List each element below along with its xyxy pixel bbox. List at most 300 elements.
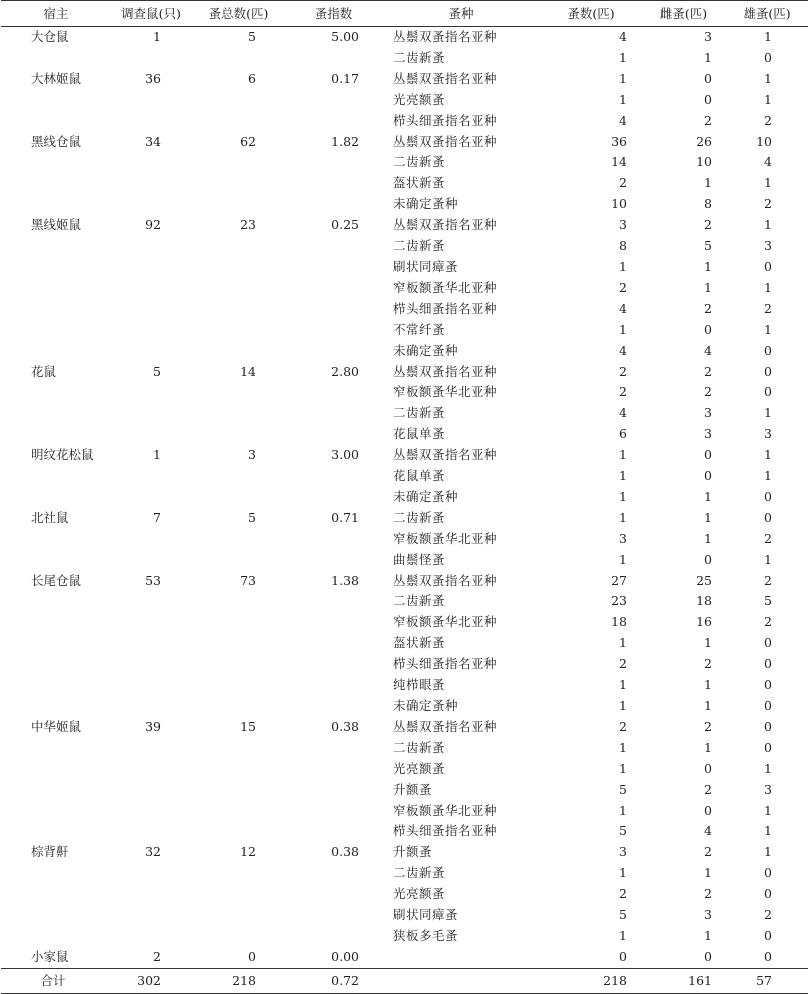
table-row bbox=[1, 173, 808, 194]
cell-female-fleas: 4 bbox=[704, 342, 712, 358]
cell-flea-index bbox=[286, 341, 381, 362]
cell-flea-index bbox=[286, 529, 381, 550]
cell-flea-count: 0 bbox=[619, 948, 627, 964]
table-row bbox=[1, 905, 808, 926]
cell-flea-species: 窄板额蚤华北亚种 bbox=[393, 802, 498, 818]
total-label: 合计 bbox=[1, 968, 111, 993]
cell-total-fleas bbox=[191, 821, 286, 842]
table-row bbox=[1, 466, 808, 487]
cell-flea-index bbox=[286, 48, 381, 69]
table-row bbox=[1, 571, 808, 592]
cell-female-fleas: 26 bbox=[696, 133, 712, 149]
cell-host bbox=[1, 341, 111, 362]
table-row bbox=[1, 48, 808, 69]
cell-flea-count: 2 bbox=[619, 656, 627, 672]
cell-female-fleas: 2 bbox=[704, 781, 712, 797]
cell-flea-species: 二齿新蚤 bbox=[393, 405, 446, 421]
header-total-fleas: 蚤总数(匹) bbox=[191, 1, 286, 27]
cell-flea-index bbox=[286, 194, 381, 215]
cell-rodents-surveyed bbox=[111, 90, 191, 111]
table-row bbox=[1, 884, 808, 905]
cell-host: 黑线姬鼠 bbox=[31, 217, 82, 233]
cell-flea-species: 丛鬃双蚤指名亚种 bbox=[393, 217, 498, 233]
cell-total-fleas bbox=[191, 759, 286, 780]
cell-total-fleas: 23 bbox=[240, 217, 256, 233]
cell-flea-species: 光亮额蚤 bbox=[393, 760, 446, 776]
cell-rodents-surveyed bbox=[111, 612, 191, 633]
cell-rodents-surveyed bbox=[111, 821, 191, 842]
cell-flea-count: 2 bbox=[619, 363, 627, 379]
table-row bbox=[1, 947, 808, 968]
table-row bbox=[1, 341, 808, 362]
cell-female-fleas: 4 bbox=[704, 823, 712, 839]
cell-total-fleas bbox=[191, 236, 286, 257]
cell-rodents-surveyed bbox=[111, 236, 191, 257]
cell-male-fleas: 0 bbox=[764, 488, 772, 504]
cell-rodents-surveyed bbox=[111, 48, 191, 69]
cell-rodents-surveyed: 2 bbox=[153, 948, 161, 964]
cell-female-fleas: 3 bbox=[704, 29, 712, 44]
table-row bbox=[1, 152, 808, 173]
cell-rodents-surveyed bbox=[111, 884, 191, 905]
cell-host: 小家鼠 bbox=[31, 948, 69, 964]
cell-flea-species: 升额蚤 bbox=[393, 781, 433, 797]
cell-total-fleas: 6 bbox=[248, 70, 256, 86]
cell-flea-index bbox=[286, 403, 381, 424]
cell-flea-species: 不常纤蚤 bbox=[393, 321, 446, 337]
cell-male-fleas: 0 bbox=[764, 948, 772, 964]
total-female: 161 bbox=[641, 968, 726, 993]
cell-host bbox=[1, 173, 111, 194]
table-footer bbox=[1, 968, 808, 993]
cell-flea-index bbox=[286, 90, 381, 111]
cell-female-fleas: 0 bbox=[704, 70, 712, 86]
cell-flea-species: 二齿新蚤 bbox=[393, 865, 446, 881]
cell-host bbox=[1, 675, 111, 696]
cell-male-fleas: 2 bbox=[764, 572, 772, 588]
table-row bbox=[1, 424, 808, 445]
cell-flea-count: 5 bbox=[619, 823, 627, 839]
header-male-fleas: 雄蚤(匹) bbox=[726, 1, 808, 27]
cell-flea-count: 2 bbox=[619, 384, 627, 400]
cell-flea-species: 盔状新蚤 bbox=[393, 635, 446, 651]
cell-flea-count: 4 bbox=[619, 342, 627, 358]
cell-female-fleas: 2 bbox=[704, 844, 712, 860]
cell-flea-species: 二齿新蚤 bbox=[393, 154, 446, 170]
cell-flea-species: 栉头细蚤指名亚种 bbox=[393, 112, 498, 128]
cell-flea-index bbox=[286, 382, 381, 403]
cell-male-fleas: 1 bbox=[764, 29, 772, 44]
cell-female-fleas: 16 bbox=[696, 614, 712, 630]
cell-flea-species: 刷状同瘴蚤 bbox=[393, 907, 459, 923]
cell-rodents-surveyed: 7 bbox=[153, 509, 161, 525]
cell-flea-species: 二齿新蚤 bbox=[393, 593, 446, 609]
cell-flea-index: 2.80 bbox=[331, 363, 359, 379]
cell-flea-count: 1 bbox=[619, 739, 627, 755]
cell-rodents-surveyed bbox=[111, 759, 191, 780]
cell-male-fleas: 0 bbox=[764, 927, 772, 943]
cell-rodents-surveyed: 32 bbox=[145, 844, 161, 860]
cell-male-fleas: 2 bbox=[764, 530, 772, 546]
cell-flea-index: 0.17 bbox=[331, 70, 359, 86]
cell-female-fleas: 1 bbox=[704, 698, 712, 713]
cell-flea-species: 窄板额蚤华北亚种 bbox=[393, 279, 498, 295]
cell-flea-count: 3 bbox=[619, 217, 627, 233]
cell-rodents-surveyed bbox=[111, 278, 191, 299]
cell-male-fleas: 1 bbox=[764, 447, 772, 463]
cell-total-fleas bbox=[191, 696, 286, 717]
cell-flea-index bbox=[286, 863, 381, 884]
cell-flea-index bbox=[286, 654, 381, 675]
cell-total-fleas bbox=[191, 905, 286, 926]
cell-flea-species: 花鼠单蚤 bbox=[393, 426, 446, 442]
cell-flea-count: 4 bbox=[619, 405, 627, 421]
cell-rodents-surveyed bbox=[111, 152, 191, 173]
cell-flea-count: 1 bbox=[619, 91, 627, 107]
cell-male-fleas: 1 bbox=[764, 217, 772, 233]
cell-total-fleas bbox=[191, 591, 286, 612]
cell-male-fleas: 0 bbox=[764, 656, 772, 672]
total-male: 57 bbox=[726, 968, 808, 993]
header-female-fleas: 雌蚤(匹) bbox=[641, 1, 726, 27]
table-row bbox=[1, 320, 808, 341]
cell-male-fleas: 2 bbox=[764, 112, 772, 128]
cell-total-fleas bbox=[191, 780, 286, 801]
total-row bbox=[1, 968, 808, 993]
cell-host bbox=[1, 90, 111, 111]
cell-rodents-surveyed bbox=[111, 382, 191, 403]
cell-female-fleas: 2 bbox=[704, 300, 712, 316]
cell-host bbox=[1, 424, 111, 445]
cell-host bbox=[1, 236, 111, 257]
table-row bbox=[1, 926, 808, 947]
cell-flea-species: 栉头细蚤指名亚种 bbox=[393, 823, 498, 839]
cell-host bbox=[1, 633, 111, 654]
cell-host bbox=[1, 612, 111, 633]
cell-total-fleas bbox=[191, 111, 286, 132]
cell-flea-species: 盔状新蚤 bbox=[393, 175, 446, 191]
cell-total-fleas bbox=[191, 633, 286, 654]
cell-flea-species: 二齿新蚤 bbox=[393, 238, 446, 254]
cell-flea-count: 5 bbox=[619, 907, 627, 923]
table-row bbox=[1, 780, 808, 801]
cell-total-fleas bbox=[191, 173, 286, 194]
table-row bbox=[1, 111, 808, 132]
cell-total-fleas bbox=[191, 257, 286, 278]
cell-flea-count: 2 bbox=[619, 175, 627, 191]
cell-host: 明纹花松鼠 bbox=[31, 447, 94, 463]
cell-male-fleas: 2 bbox=[764, 300, 772, 316]
cell-flea-count: 1 bbox=[619, 802, 627, 818]
cell-female-fleas: 2 bbox=[704, 886, 712, 902]
cell-flea-species: 刷状同瘴蚤 bbox=[393, 258, 459, 274]
cell-host bbox=[1, 780, 111, 801]
cell-rodents-surveyed bbox=[111, 424, 191, 445]
cell-male-fleas: 0 bbox=[764, 342, 772, 358]
cell-total-fleas bbox=[191, 299, 286, 320]
cell-total-fleas: 73 bbox=[240, 572, 256, 588]
cell-male-fleas: 1 bbox=[764, 760, 772, 776]
cell-rodents-surveyed bbox=[111, 926, 191, 947]
cell-female-fleas: 1 bbox=[704, 49, 712, 65]
cell-total-fleas: 5 bbox=[248, 509, 256, 525]
cell-flea-index: 1.38 bbox=[331, 572, 359, 588]
cell-rodents-surveyed: 92 bbox=[145, 217, 161, 233]
cell-flea-species: 丛鬃双蚤指名亚种 bbox=[393, 718, 498, 734]
cell-female-fleas: 2 bbox=[704, 384, 712, 400]
cell-male-fleas: 3 bbox=[764, 426, 772, 442]
cell-rodents-surveyed bbox=[111, 487, 191, 508]
table-row bbox=[1, 863, 808, 884]
cell-flea-index: 0.00 bbox=[331, 948, 359, 964]
cell-total-fleas bbox=[191, 194, 286, 215]
cell-flea-count: 2 bbox=[619, 886, 627, 902]
cell-flea-species: 纯栉眼蚤 bbox=[393, 677, 446, 693]
cell-flea-count: 4 bbox=[619, 300, 627, 316]
cell-male-fleas: 0 bbox=[764, 718, 772, 734]
table-row bbox=[1, 654, 808, 675]
cell-flea-index bbox=[286, 173, 381, 194]
cell-total-fleas: 0 bbox=[248, 948, 256, 964]
cell-rodents-surveyed bbox=[111, 905, 191, 926]
cell-rodents-surveyed bbox=[111, 257, 191, 278]
cell-host bbox=[1, 654, 111, 675]
cell-rodents-surveyed bbox=[111, 675, 191, 696]
cell-total-fleas bbox=[191, 529, 286, 550]
cell-host: 北社鼠 bbox=[31, 509, 69, 525]
cell-total-fleas bbox=[191, 863, 286, 884]
cell-rodents-surveyed: 1 bbox=[153, 447, 161, 463]
cell-rodents-surveyed bbox=[111, 529, 191, 550]
cell-total-fleas bbox=[191, 801, 286, 822]
cell-host bbox=[1, 48, 111, 69]
cell-total-fleas bbox=[191, 550, 286, 571]
cell-male-fleas: 3 bbox=[764, 781, 772, 797]
table-row bbox=[1, 299, 808, 320]
cell-flea-species: 花鼠单蚤 bbox=[393, 468, 446, 484]
cell-flea-index bbox=[286, 821, 381, 842]
cell-flea-count: 1 bbox=[619, 468, 627, 484]
cell-total-fleas: 12 bbox=[240, 844, 256, 860]
cell-flea-species: 栉头细蚤指名亚种 bbox=[393, 656, 498, 672]
cell-female-fleas: 2 bbox=[704, 656, 712, 672]
cell-flea-count: 1 bbox=[619, 551, 627, 567]
cell-flea-index bbox=[286, 801, 381, 822]
cell-flea-species: 二齿新蚤 bbox=[393, 49, 446, 65]
cell-flea-species bbox=[381, 947, 541, 968]
cell-flea-species: 二齿新蚤 bbox=[393, 739, 446, 755]
table-row bbox=[1, 612, 808, 633]
cell-host bbox=[1, 299, 111, 320]
cell-flea-count: 1 bbox=[619, 509, 627, 525]
cell-rodents-surveyed bbox=[111, 801, 191, 822]
cell-male-fleas: 0 bbox=[764, 49, 772, 65]
table-row bbox=[1, 215, 808, 236]
cell-male-fleas: 1 bbox=[764, 551, 772, 567]
cell-rodents-surveyed bbox=[111, 299, 191, 320]
cell-host bbox=[1, 696, 111, 717]
cell-total-fleas bbox=[191, 466, 286, 487]
cell-host bbox=[1, 738, 111, 759]
cell-flea-count: 10 bbox=[611, 196, 627, 212]
table-row bbox=[1, 801, 808, 822]
cell-host bbox=[1, 487, 111, 508]
cell-flea-count: 1 bbox=[619, 447, 627, 463]
cell-flea-count: 23 bbox=[611, 593, 627, 609]
cell-rodents-surveyed: 34 bbox=[145, 133, 161, 149]
cell-flea-species: 丛鬃双蚤指名亚种 bbox=[393, 447, 498, 463]
cell-total-fleas bbox=[191, 884, 286, 905]
cell-female-fleas: 8 bbox=[704, 196, 712, 212]
cell-flea-index bbox=[286, 152, 381, 173]
cell-flea-index: 0.25 bbox=[331, 217, 359, 233]
cell-host: 花鼠 bbox=[31, 363, 57, 379]
cell-total-fleas bbox=[191, 654, 286, 675]
cell-total-fleas: 15 bbox=[240, 718, 256, 734]
cell-male-fleas: 2 bbox=[764, 614, 772, 630]
cell-female-fleas: 3 bbox=[704, 907, 712, 923]
cell-total-fleas: 5 bbox=[248, 29, 256, 44]
cell-total-fleas: 14 bbox=[240, 363, 256, 379]
cell-female-fleas: 0 bbox=[704, 468, 712, 484]
cell-flea-species: 光亮额蚤 bbox=[393, 91, 446, 107]
cell-male-fleas: 1 bbox=[764, 823, 772, 839]
cell-flea-species: 丛鬃双蚤指名亚种 bbox=[393, 572, 498, 588]
table-row bbox=[1, 382, 808, 403]
cell-flea-count: 3 bbox=[619, 844, 627, 860]
cell-host bbox=[1, 905, 111, 926]
table-row bbox=[1, 508, 808, 529]
cell-flea-count: 1 bbox=[619, 677, 627, 693]
cell-host bbox=[1, 152, 111, 173]
table-row bbox=[1, 759, 808, 780]
cell-female-fleas: 0 bbox=[704, 447, 712, 463]
cell-total-fleas bbox=[191, 382, 286, 403]
cell-flea-index bbox=[286, 905, 381, 926]
table-row bbox=[1, 550, 808, 571]
cell-female-fleas: 1 bbox=[704, 927, 712, 943]
cell-female-fleas: 1 bbox=[704, 739, 712, 755]
cell-flea-index bbox=[286, 675, 381, 696]
cell-total-fleas bbox=[191, 926, 286, 947]
cell-flea-index bbox=[286, 111, 381, 132]
cell-flea-index bbox=[286, 738, 381, 759]
header-flea-count: 蚤数(匹) bbox=[541, 1, 641, 27]
cell-male-fleas: 2 bbox=[764, 196, 772, 212]
cell-flea-index: 1.82 bbox=[331, 133, 359, 149]
cell-flea-count: 1 bbox=[619, 488, 627, 504]
cell-flea-count: 27 bbox=[611, 572, 627, 588]
cell-host bbox=[1, 821, 111, 842]
cell-female-fleas: 1 bbox=[704, 530, 712, 546]
table-body bbox=[1, 27, 808, 969]
cell-total-fleas bbox=[191, 278, 286, 299]
cell-flea-species: 未确定蚤种 bbox=[393, 488, 459, 504]
table-row bbox=[1, 90, 808, 111]
cell-host: 黑线仓鼠 bbox=[31, 133, 82, 149]
cell-rodents-surveyed bbox=[111, 738, 191, 759]
cell-host bbox=[1, 591, 111, 612]
cell-flea-index bbox=[286, 591, 381, 612]
table-row bbox=[1, 194, 808, 215]
cell-flea-index bbox=[286, 236, 381, 257]
cell-total-fleas bbox=[191, 320, 286, 341]
table-row bbox=[1, 257, 808, 278]
cell-male-fleas: 2 bbox=[764, 907, 772, 923]
cell-flea-index: 3.00 bbox=[331, 447, 359, 463]
cell-flea-count: 1 bbox=[619, 70, 627, 86]
cell-host bbox=[1, 111, 111, 132]
cell-flea-species: 未确定蚤种 bbox=[393, 342, 459, 358]
cell-flea-index bbox=[286, 487, 381, 508]
cell-rodents-surveyed: 53 bbox=[145, 572, 161, 588]
table-row bbox=[1, 529, 808, 550]
cell-rodents-surveyed bbox=[111, 403, 191, 424]
table-row bbox=[1, 633, 808, 654]
cell-female-fleas: 1 bbox=[704, 175, 712, 191]
cell-flea-index bbox=[286, 633, 381, 654]
cell-flea-index bbox=[286, 257, 381, 278]
cell-flea-index: 0.38 bbox=[331, 718, 359, 734]
cell-rodents-surveyed bbox=[111, 696, 191, 717]
cell-total-fleas bbox=[191, 612, 286, 633]
cell-total-fleas: 62 bbox=[240, 133, 256, 149]
cell-flea-species: 升额蚤 bbox=[393, 844, 433, 860]
cell-female-fleas: 5 bbox=[704, 238, 712, 254]
cell-female-fleas: 2 bbox=[704, 718, 712, 734]
cell-male-fleas: 1 bbox=[764, 844, 772, 860]
cell-flea-count: 1 bbox=[619, 635, 627, 651]
cell-host bbox=[1, 884, 111, 905]
cell-female-fleas: 10 bbox=[696, 154, 712, 170]
cell-total-fleas bbox=[191, 424, 286, 445]
cell-rodents-surveyed bbox=[111, 320, 191, 341]
cell-female-fleas: 2 bbox=[704, 217, 712, 233]
cell-total-fleas bbox=[191, 738, 286, 759]
table-row bbox=[1, 717, 808, 738]
cell-flea-index bbox=[286, 612, 381, 633]
cell-male-fleas: 3 bbox=[764, 238, 772, 254]
cell-male-fleas: 0 bbox=[764, 677, 772, 693]
cell-host bbox=[1, 926, 111, 947]
table-row bbox=[1, 403, 808, 424]
cell-male-fleas: 1 bbox=[764, 802, 772, 818]
table-row bbox=[1, 278, 808, 299]
cell-flea-count: 1 bbox=[619, 49, 627, 65]
cell-flea-index bbox=[286, 696, 381, 717]
cell-host bbox=[1, 529, 111, 550]
table-row bbox=[1, 487, 808, 508]
table-row bbox=[1, 236, 808, 257]
cell-host bbox=[1, 801, 111, 822]
cell-total-fleas bbox=[191, 341, 286, 362]
cell-female-fleas: 3 bbox=[704, 426, 712, 442]
cell-rodents-surveyed: 39 bbox=[145, 718, 161, 734]
table-row bbox=[1, 591, 808, 612]
cell-total-fleas bbox=[191, 675, 286, 696]
cell-flea-species: 丛鬃双蚤指名亚种 bbox=[393, 133, 498, 149]
cell-host bbox=[1, 320, 111, 341]
cell-rodents-surveyed bbox=[111, 780, 191, 801]
cell-flea-count: 36 bbox=[611, 133, 627, 149]
cell-female-fleas: 0 bbox=[704, 91, 712, 107]
cell-male-fleas: 1 bbox=[764, 70, 772, 86]
cell-male-fleas: 0 bbox=[764, 865, 772, 881]
cell-host: 长尾仓鼠 bbox=[31, 572, 82, 588]
cell-male-fleas: 0 bbox=[764, 384, 772, 400]
cell-female-fleas: 18 bbox=[696, 593, 712, 609]
table-row bbox=[1, 27, 808, 48]
